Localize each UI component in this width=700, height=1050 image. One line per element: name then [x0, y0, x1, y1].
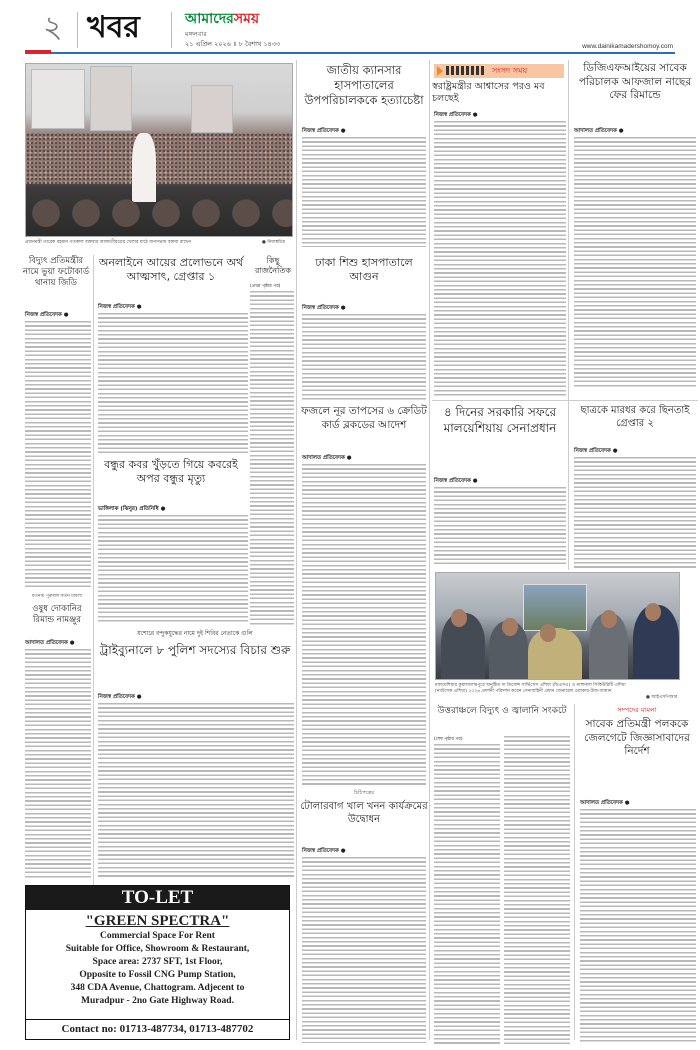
- photo-crowd: [26, 133, 292, 185]
- headline-dgfi[interactable]: ডিজিএফআইয়ের সাবেক পরিচালক আফজাল নাছের ফের রিমান্ডে: [578, 62, 692, 102]
- divider: [77, 12, 78, 48]
- ad-property-name: "GREEN SPECTRA": [85, 913, 230, 929]
- day-label: মঙ্গলবার: [185, 30, 207, 38]
- headline-online-fraud[interactable]: অনলাইনে আয়ের প্রলোভনে অর্থ আত্মসাৎ, গ্রেপ্তার ১: [98, 256, 244, 284]
- advertisement-to-let[interactable]: [25, 885, 290, 1040]
- masthead-accent: [25, 50, 51, 53]
- photo-building: [90, 66, 133, 131]
- article-body: [250, 291, 294, 626]
- headline-kichu-rajnoitik[interactable]: কিছু রাজনৈতিক: [255, 256, 291, 276]
- ad-line: Suitable for Office, Showroom & Restaurant,: [65, 944, 250, 954]
- article-body: [302, 314, 426, 400]
- masthead-rule: [25, 52, 675, 54]
- article-body: [302, 857, 426, 1043]
- ad-line: 348 CDA Avenue, Chattogram. Adjecent to: [70, 983, 245, 993]
- headline-tolarbag[interactable]: টোলারবাগ খাল খনন কার্যক্রমের উদ্বোধন: [300, 801, 428, 825]
- photo-face: [645, 603, 661, 621]
- section-title-text: খবর: [87, 10, 140, 45]
- lead-photo-credit: ● নিজস্বচিত্র: [262, 240, 286, 245]
- brand-logo[interactable]: [185, 10, 259, 28]
- byline: নিজস্ব প্রতিবেদক ●: [25, 312, 69, 318]
- article-body: [434, 744, 500, 1044]
- ad-line: Muradpur - 2no Gate Highway Road.: [81, 996, 234, 1006]
- article-body: [434, 487, 566, 567]
- kicker-tribunal: যশোরে বন্দুকযুদ্ধের নামে দুই শিবির নেতাকে গুলি: [137, 630, 253, 637]
- column-rule: [568, 60, 569, 400]
- brand-logo-red: সময়: [233, 11, 260, 27]
- byline: আদালত প্রতিবেদক ●: [302, 455, 352, 461]
- kicker-tolarbag: চিঠিপত্রের: [353, 790, 375, 796]
- column-rule: [574, 704, 575, 1040]
- byline: (প্রথম পৃষ্ঠার পর): [250, 284, 281, 289]
- headline-cancer[interactable]: জাতীয় ক্যানসার হাসপাতালের উপপরিচালককে হত্যাচেষ্টা: [304, 63, 424, 107]
- date-label: ২১ এপ্রিল ২০২৬ ॥ ৮ বৈশাখ ১৪৩৩: [185, 40, 281, 48]
- ad-line: Space area: 2737 SFT, 1st Floor,: [92, 957, 223, 967]
- article-body: [98, 515, 248, 623]
- headline-polok[interactable]: সাবেক প্রতিমন্ত্রী পলককে জেলগেটে জিজ্ঞাসাবাদের নির্দেশ: [584, 718, 690, 758]
- article-body: [302, 137, 426, 247]
- army-photo-caption: মালয়েশিয়ার কুয়ালালামপুরে অনুষ্ঠিত দ্য ডিফেন্স সার্ভিসেস এশিয়া (ডিএসএ) ও ন্যাশনাল সিকিউরিটি এশিয়া (ন্যাটসেক এশিয়া) ২০২৬ প্রদর্শনী পরিদর্শন করেন সেনাবাহিনী প্রধান জেনারেল ওয়াকার-উজ-জামান: [435, 683, 626, 694]
- headline-bidyut-photocard[interactable]: বিদ্যুৎ প্রতিমন্ত্রীর নামে ভুয়া ফটোকার্ড থানায় জিডি: [22, 256, 90, 289]
- byline: নিজস্ব প্রতিবেদক ●: [98, 304, 142, 310]
- article-body: [98, 703, 294, 879]
- byline: আদালত প্রতিবেদক ●: [574, 128, 624, 134]
- headline-uttarancal[interactable]: উত্তরাঞ্চলে বিদ্যুৎ ও জ্বালানি সংকটে: [437, 706, 567, 716]
- row-rule: [432, 400, 698, 401]
- sangsad-logo-icon: [446, 66, 486, 75]
- article-body: [574, 137, 696, 388]
- kicker-polok: সম্পদের মামলা: [617, 706, 657, 714]
- column-rule: [296, 640, 297, 1040]
- sangsad-tag: [434, 64, 564, 78]
- lead-photo-caption: প্রধানমন্ত্রী তারেক রহমান গতকাল বক্তব্যর আলমগীরত্রের খেলার মাঠে জনসভায় বক্তব্য রাখেন: [25, 240, 192, 245]
- byline: নিজস্ব প্রতিবেদক ●: [302, 848, 346, 854]
- lead-photo[interactable]: [25, 63, 293, 237]
- headline-oshudh[interactable]: ওষুধ দোকানির রিমান্ড নামঞ্জুর: [32, 604, 82, 626]
- photo-face: [451, 609, 467, 627]
- ad-contact: Contact no: 01713-487734, 01713-487702: [26, 1019, 289, 1039]
- byline: নিজস্ব প্রতিবেদক ●: [434, 112, 478, 118]
- photo-speaker: [132, 133, 156, 202]
- byline: ভাঙ্গিলাক (ঝিনুর) প্রতিনিধি ●: [98, 506, 166, 512]
- headline-dhaka-shishu[interactable]: ঢাকা শিশু হাসপাতালে আগুন: [315, 256, 413, 284]
- photo-building: [191, 85, 234, 133]
- ad-line: Commercial Space For Rent: [100, 931, 215, 941]
- byline: নিজস্ব প্রতিবেদক ●: [574, 448, 618, 454]
- photo-face: [502, 618, 518, 636]
- ad-line: Opposite to Fossil CNG Pump Station,: [79, 970, 236, 980]
- column-rule: [429, 60, 430, 1040]
- website-link[interactable]: www.dainikamadershomoy.com: [582, 43, 673, 50]
- article-body: [302, 464, 426, 786]
- kicker-oshudh: যতনায় পুরুষাঙ্গ কর্তন মামলা: [31, 594, 83, 599]
- article-body: [25, 321, 91, 589]
- headline-fazle-noor[interactable]: ফজলে নূর তাপসের ৬ ক্রেডিট কার্ড ব্লকডের আদেশ: [301, 405, 427, 431]
- article-body: [574, 457, 696, 568]
- ad-header: TO-LET: [26, 886, 289, 910]
- column-rule: [296, 60, 297, 640]
- army-photo[interactable]: [435, 572, 680, 680]
- divider: [171, 12, 172, 48]
- section-title: [87, 10, 140, 46]
- article-body: [504, 736, 570, 1044]
- play-icon: [437, 66, 443, 76]
- byline: নিজস্ব প্রতিবেদক ●: [98, 694, 142, 700]
- article-body: [580, 809, 696, 1043]
- byline: আদালত প্রতিবেদক ●: [580, 800, 630, 806]
- article-body: [434, 121, 566, 396]
- column-rule: [93, 255, 94, 885]
- photo-building: [31, 69, 84, 129]
- sangsad-tag-label: সংসদ সময়: [492, 66, 528, 75]
- army-photo-credit: ● আইএসপিআর: [646, 695, 678, 700]
- headline-malaysia[interactable]: ৪ দিনের সরকারি সফরে মালয়েশিয়ায় সেনাপ্রধান: [443, 405, 557, 435]
- article-body: [98, 313, 248, 453]
- byline: আদালত প্রতিবেদক ●: [25, 640, 75, 646]
- page-number: ২: [43, 10, 63, 45]
- photo-display-screen: [523, 584, 586, 632]
- article-body: [25, 649, 91, 879]
- byline: নিজস্ব প্রতিবেদক ●: [302, 128, 346, 134]
- headline-bondhur-kobor[interactable]: বন্ধুর কবর খুঁড়তে গিয়ে কবরেই অপর বন্ধুর মৃত্যু: [104, 458, 238, 486]
- headline-tribunal[interactable]: ট্রাইব্যুনালে ৮ পুলিশ সদস্যের বিচার শুরু: [99, 643, 291, 657]
- column-rule: [568, 400, 569, 570]
- headline-sangsad[interactable]: স্বরাষ্ট্রমন্ত্রীর আশ্বাসের পরও মব চলছেই: [432, 81, 545, 105]
- byline: নিজস্ব প্রতিবেদক ●: [434, 478, 478, 484]
- brand-logo-green: আমাদের: [185, 11, 234, 27]
- masthead: [25, 8, 675, 52]
- headline-chhatrake[interactable]: ছাত্রকে মারধর করে ছিনতাই গ্রেপ্তার ২: [580, 405, 690, 429]
- byline: (শেষ পৃষ্ঠার পর): [434, 737, 463, 742]
- byline: নিজস্ব প্রতিবেদক ●: [302, 305, 346, 311]
- photo-audience: [26, 198, 292, 236]
